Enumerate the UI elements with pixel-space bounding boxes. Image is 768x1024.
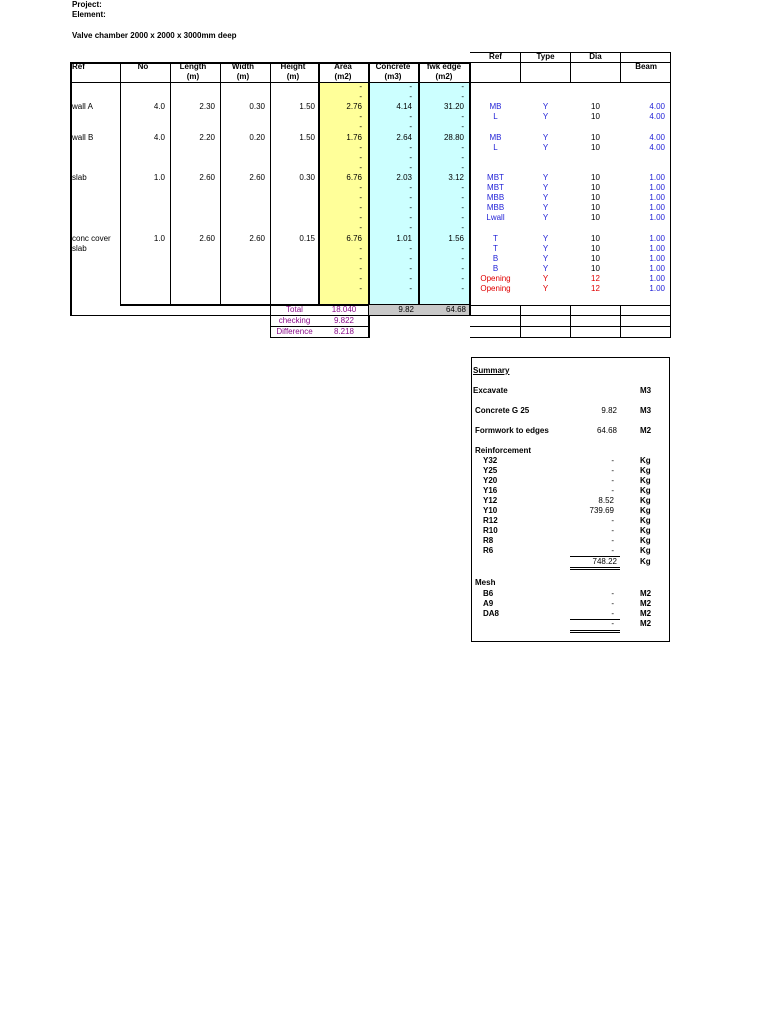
ref-cell-dia: 10	[591, 102, 600, 112]
ref-cell-ref: L	[493, 112, 498, 122]
column-divider	[220, 82, 221, 304]
left-border	[70, 62, 72, 316]
table-cell-concrete: -	[409, 112, 412, 122]
table-cell-fwk: -	[461, 273, 464, 283]
project-label: Project:	[72, 0, 102, 9]
table-cell-ref: conc cover	[72, 233, 111, 243]
column-divider	[120, 82, 121, 304]
rebar-weight: 8.52	[598, 496, 614, 505]
table-cell-height: 1.50	[299, 102, 315, 112]
mesh-value: -	[611, 589, 614, 598]
mesh-type: DA8	[483, 609, 500, 618]
table-cell-concrete: 1.01	[396, 233, 412, 243]
rebar-size: Y32	[483, 456, 498, 465]
ref-cell-dia: 10	[591, 112, 600, 122]
ref-cell-ref: Opening	[480, 273, 511, 283]
ref-cell-type: Y	[542, 132, 549, 142]
ref-cell-beam: 1.00	[649, 253, 665, 263]
header-unit: (m)	[236, 72, 250, 81]
column-divider	[170, 82, 171, 304]
table-cell-fwk: -	[461, 92, 464, 102]
difference-line	[270, 337, 368, 338]
ref-cell-type: Y	[542, 142, 549, 152]
table-cell-concrete: -	[409, 183, 412, 192]
total-label: Total	[286, 305, 303, 314]
table-cell-length: 2.60	[199, 233, 215, 243]
summary-title: Summary	[473, 366, 510, 375]
ref-header-beam: Beam	[635, 62, 657, 71]
mesh-unit: M2	[640, 599, 652, 608]
difference-value: 8.218	[333, 327, 355, 336]
table-cell-no: 1.0	[153, 172, 165, 182]
table-cell-concrete: 4.14	[396, 102, 412, 112]
table-cell-area: 6.76	[346, 172, 362, 182]
rebar-size: Y25	[483, 466, 498, 475]
ref-header-type: Type	[536, 52, 555, 61]
ref-cell-beam: 1.00	[649, 243, 665, 253]
table-cell-width: 0.20	[249, 132, 265, 142]
rebar-unit: Kg	[640, 496, 651, 505]
rebar-weight: -	[611, 456, 614, 465]
ref-cell-beam: 1.00	[649, 172, 665, 182]
rebar-weight: -	[611, 486, 614, 495]
ref-cell-dia: 10	[591, 263, 600, 273]
header-concrete: Concrete	[375, 62, 411, 71]
column-divider	[270, 82, 271, 338]
ref-cell-type: Y	[542, 284, 549, 293]
rebar-weight: -	[611, 536, 614, 545]
table-cell-area: -	[359, 183, 362, 192]
header-unit: (m3)	[384, 72, 402, 81]
header-height: Height	[280, 62, 306, 71]
table-cell-concrete: -	[409, 203, 412, 213]
table-cell-ref: wall A	[72, 102, 93, 112]
table-cell-concrete: -	[409, 142, 412, 152]
ref-cell-beam: 1.00	[649, 203, 665, 213]
table-cell-concrete: 2.03	[396, 172, 412, 182]
table-cell-area: -	[359, 213, 362, 223]
difference-label: Difference	[276, 327, 313, 336]
rebar-size: R6	[483, 546, 494, 555]
table-cell-fwk: -	[461, 142, 464, 152]
table-cell-length: 2.60	[199, 172, 215, 182]
header-length: Length	[179, 62, 207, 71]
header-width: Width	[231, 62, 255, 71]
ref-cell-beam: 1.00	[649, 183, 665, 192]
excavate-label: Excavate	[473, 386, 508, 395]
table-cell-area: 6.76	[346, 233, 362, 243]
ref-cell-dia: 10	[591, 193, 600, 203]
rebar-unit: Kg	[640, 516, 651, 525]
ref-cell-type: Y	[542, 183, 549, 192]
table-cell-area: -	[359, 273, 362, 283]
table-cell-area: -	[359, 152, 362, 162]
table-cell-height: 0.15	[299, 233, 315, 243]
totals-grey-line	[368, 315, 470, 316]
ref-cell-ref: MBB	[486, 203, 505, 213]
table-cell-area: -	[359, 203, 362, 213]
mesh-unit: M2	[640, 589, 652, 598]
mesh-value: -	[611, 609, 614, 618]
rebar-unit: Kg	[640, 456, 651, 465]
ref-cell-beam: 4.00	[649, 102, 665, 112]
ref-cell-dia: 10	[591, 233, 600, 243]
table-cell-area: -	[359, 162, 362, 172]
table-cell-ref: slab	[72, 172, 87, 182]
ref-cell-dia: 10	[591, 213, 600, 223]
document-title: Valve chamber 2000 x 2000 x 3000mm deep	[72, 31, 237, 40]
formwork-label: Formwork to edges	[475, 426, 549, 435]
header-unit: (m2)	[334, 72, 352, 81]
ref-cell-ref: MBT	[487, 172, 504, 182]
table-cell-fwk: -	[461, 284, 464, 293]
ref-cell-beam: 4.00	[649, 112, 665, 122]
ref-divider	[520, 305, 521, 338]
mesh-type: A9	[483, 599, 494, 608]
table-cell-ref: slab	[72, 243, 87, 253]
rebar-size: R12	[483, 516, 498, 525]
table-cell-fwk: -	[461, 223, 464, 233]
ref-cell-ref: MB	[489, 132, 502, 142]
table-cell-concrete: -	[409, 253, 412, 263]
header-ref: Ref	[72, 62, 85, 71]
ref-cell-dia: 10	[591, 253, 600, 263]
rebar-size: Y20	[483, 476, 498, 485]
table-cell-fwk: 28.80	[443, 132, 464, 142]
rebar-weight: -	[611, 466, 614, 475]
ref-cell-ref: MBT	[487, 183, 504, 192]
header-no: No	[137, 62, 149, 71]
rebar-weight: -	[611, 476, 614, 485]
ref-cell-type: Y	[542, 253, 549, 263]
ref-cell-ref: L	[493, 142, 498, 152]
reinforcement-label: Reinforcement	[475, 446, 532, 455]
table-cell-area: -	[359, 112, 362, 122]
table-cell-area: 1.76	[346, 132, 362, 142]
concrete-label: Concrete G 25	[475, 406, 530, 415]
rebar-unit: Kg	[640, 546, 651, 555]
element-label: Element:	[72, 10, 106, 19]
rebar-unit: Kg	[640, 506, 651, 515]
header-unit: (m)	[286, 72, 300, 81]
table-cell-area: -	[359, 82, 362, 91]
table-cell-fwk: 31.20	[443, 102, 464, 112]
table-cell-area: -	[359, 193, 362, 203]
table-cell-width: 2.60	[249, 172, 265, 182]
ref-cell-ref: B	[492, 253, 499, 263]
ref-cell-beam: 1.00	[649, 273, 665, 283]
ref-divider	[570, 305, 571, 338]
ref-cell-type: Y	[542, 233, 549, 243]
ref-divider	[620, 305, 621, 338]
ref-cell-type: Y	[542, 203, 549, 213]
table-cell-area: -	[359, 122, 362, 132]
ref-cell-beam: 1.00	[649, 263, 665, 273]
table-cell-area: -	[359, 243, 362, 253]
concrete-value: 9.82	[601, 406, 617, 415]
table-cell-width: 2.60	[249, 233, 265, 243]
checking-label: checking	[278, 316, 311, 325]
mesh-value: -	[611, 599, 614, 608]
rebar-unit: Kg	[640, 486, 651, 495]
ref-cell-dia: 10	[591, 132, 600, 142]
mesh-total-unit: M2	[640, 619, 652, 628]
table-cell-fwk: -	[461, 152, 464, 162]
table-cell-concrete: -	[409, 162, 412, 172]
table-cell-area: -	[359, 223, 362, 233]
reinforcement-total-unit: Kg	[640, 557, 651, 566]
ref-cell-beam: 1.00	[649, 213, 665, 223]
table-cell-fwk: 3.12	[448, 172, 464, 182]
ref-cell-beam: 1.00	[649, 193, 665, 203]
table-cell-concrete: -	[409, 213, 412, 223]
table-cell-fwk: -	[461, 162, 464, 172]
table-cell-concrete: -	[409, 273, 412, 283]
rebar-size: R10	[483, 526, 498, 535]
mesh-type: B6	[483, 589, 494, 598]
table-cell-no: 1.0	[153, 233, 165, 243]
table-cell-concrete: -	[409, 122, 412, 132]
table-cell-area: -	[359, 142, 362, 152]
ref-cell-type: Y	[542, 273, 549, 283]
ref-cell-ref: B	[492, 263, 499, 273]
rebar-unit: Kg	[640, 476, 651, 485]
ref-cell-dia: 10	[591, 142, 600, 152]
ref-cell-dia: 12	[591, 284, 600, 293]
formwork-value: 64.68	[596, 426, 617, 435]
table-cell-height: 1.50	[299, 132, 315, 142]
table-cell-fwk: -	[461, 183, 464, 192]
rebar-size: R8	[483, 536, 494, 545]
ref-cell-beam: 4.00	[649, 132, 665, 142]
ref-cell-ref: Lwall	[486, 213, 505, 223]
table-cell-no: 4.0	[153, 102, 165, 112]
ref-cell-ref: MB	[489, 102, 502, 112]
table-cell-fwk: 1.56	[448, 233, 464, 243]
total-area: 18.040	[331, 305, 357, 314]
ref-cell-type: Y	[542, 102, 549, 112]
ref-cell-type: Y	[542, 172, 549, 182]
rebar-weight: 739.69	[589, 506, 614, 515]
ref-table-header-bottom	[470, 82, 670, 83]
table-cell-length: 2.20	[199, 132, 215, 142]
table-cell-concrete: -	[409, 243, 412, 253]
table-cell-area: -	[359, 253, 362, 263]
table-cell-area: 2.76	[346, 102, 362, 112]
checking-value: 9.822	[333, 316, 355, 325]
rebar-size: Y10	[483, 506, 498, 515]
ref-cell-dia: 10	[591, 183, 600, 192]
table-cell-ref: wall B	[72, 132, 94, 142]
header-unit: (m2)	[435, 72, 453, 81]
rebar-unit: Kg	[640, 526, 651, 535]
table-cell-concrete: -	[409, 284, 412, 293]
rebar-size: Y12	[483, 496, 498, 505]
total-concrete: 9.82	[398, 305, 414, 314]
ref-cell-ref: T	[493, 243, 498, 253]
mesh-label: Mesh	[475, 578, 496, 587]
ref-header-ref: Ref	[489, 52, 502, 61]
concrete-unit: M3	[640, 406, 652, 415]
excavate-unit: M3	[640, 386, 652, 395]
table-cell-fwk: -	[461, 122, 464, 132]
reinforcement-total: 748.22	[592, 557, 617, 566]
table-cell-concrete: -	[409, 223, 412, 233]
table-cell-fwk: -	[461, 263, 464, 273]
ref-header-dia: Dia	[589, 52, 602, 61]
header-area: Area	[334, 62, 352, 71]
header-unit: (m)	[186, 72, 200, 81]
table-cell-concrete: -	[409, 82, 412, 91]
table-cell-no: 4.0	[153, 132, 165, 142]
rebar-unit: Kg	[640, 536, 651, 545]
ref-cell-ref: T	[493, 233, 498, 243]
ref-cell-type: Y	[542, 112, 549, 122]
table-cell-width: 0.30	[249, 102, 265, 112]
table-cell-fwk: -	[461, 193, 464, 203]
table-cell-concrete: -	[409, 263, 412, 273]
total-fwk: 64.68	[445, 305, 466, 314]
ref-cell-dia: 10	[591, 172, 600, 182]
table-cell-area: -	[359, 92, 362, 102]
table-cell-area: -	[359, 263, 362, 273]
header-fwk-edge: fwk edge	[426, 62, 462, 71]
ref-cell-dia: 12	[591, 273, 600, 283]
table-cell-length: 2.30	[199, 102, 215, 112]
ref-cell-ref: MBB	[486, 193, 505, 203]
ref-cell-ref: Opening	[480, 284, 511, 293]
ref-cell-dia: 10	[591, 203, 600, 213]
rebar-weight: -	[611, 546, 614, 555]
rebar-size: Y16	[483, 486, 498, 495]
ref-cell-beam: 4.00	[649, 142, 665, 152]
table-cell-fwk: -	[461, 213, 464, 223]
ref-cell-beam: 1.00	[649, 284, 665, 293]
mesh-total: -	[611, 619, 614, 628]
rebar-unit: Kg	[640, 466, 651, 475]
ref-cell-type: Y	[542, 243, 549, 253]
table-cell-fwk: -	[461, 112, 464, 122]
ref-cell-type: Y	[542, 193, 549, 203]
ref-cell-type: Y	[542, 263, 549, 273]
table-cell-concrete: -	[409, 152, 412, 162]
table-cell-height: 0.30	[299, 172, 315, 182]
table-cell-fwk: -	[461, 253, 464, 263]
mesh-unit: M2	[640, 609, 652, 618]
table-cell-area: -	[359, 284, 362, 293]
table-cell-concrete: 2.64	[396, 132, 412, 142]
formwork-unit: M2	[640, 426, 652, 435]
table-cell-fwk: -	[461, 243, 464, 253]
table-cell-concrete: -	[409, 193, 412, 203]
ref-right-border	[670, 52, 671, 306]
table-cell-concrete: -	[409, 92, 412, 102]
table-cell-fwk: -	[461, 203, 464, 213]
ref-divider	[670, 305, 671, 338]
ref-cell-type: Y	[542, 213, 549, 223]
rebar-weight: -	[611, 516, 614, 525]
ref-cell-beam: 1.00	[649, 233, 665, 243]
rebar-weight: -	[611, 526, 614, 535]
ref-cell-dia: 10	[591, 243, 600, 253]
table-cell-fwk: -	[461, 82, 464, 91]
